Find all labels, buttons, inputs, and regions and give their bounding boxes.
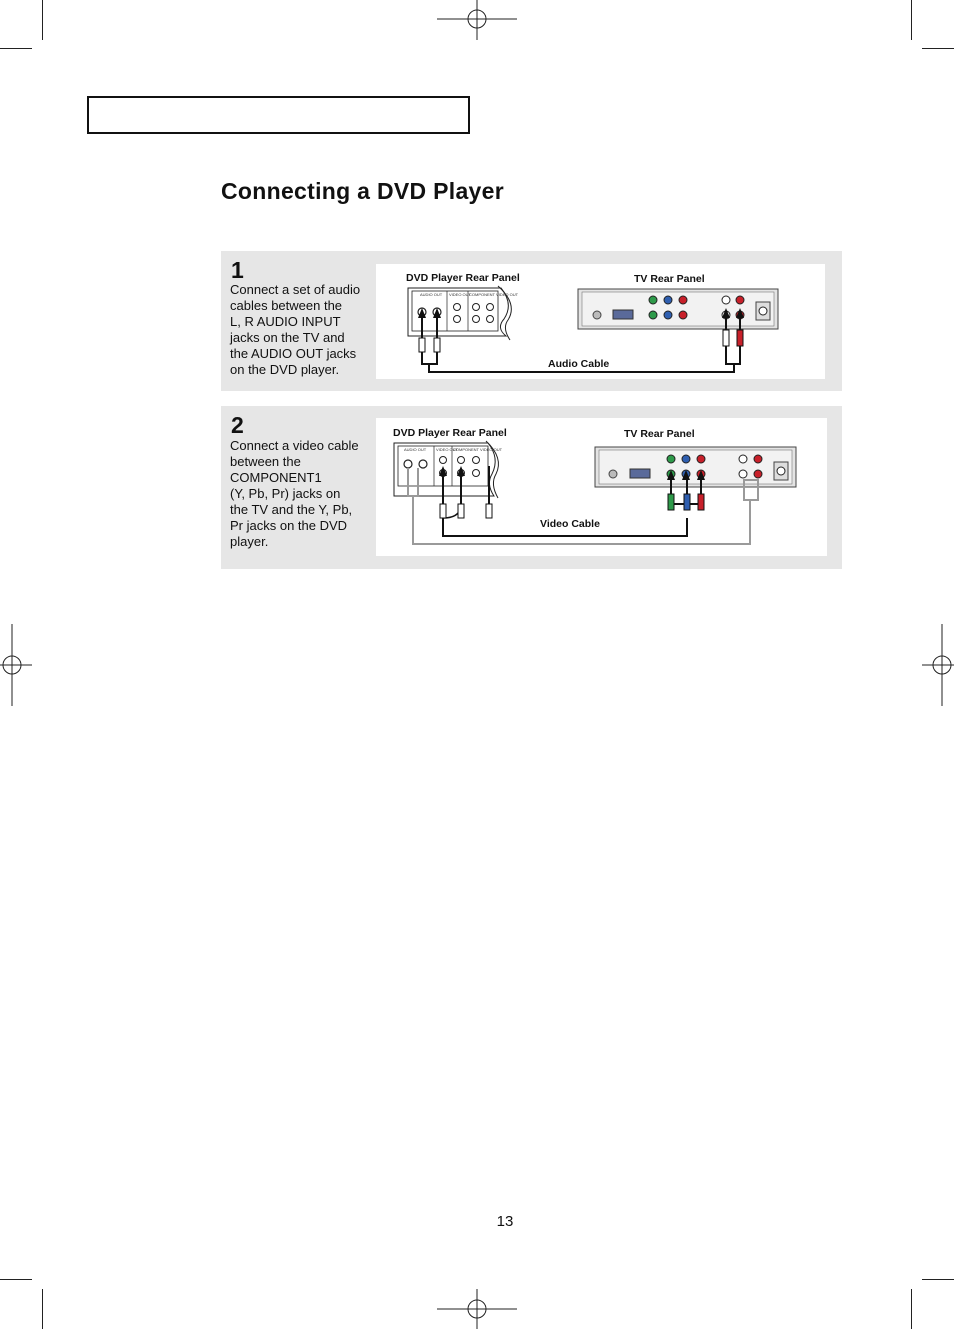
step-2-panel bbox=[221, 406, 842, 569]
registration-mark bbox=[0, 624, 32, 706]
dvd-rear-panel bbox=[394, 441, 503, 498]
dvd-port-label: COMPONENT VIDEO OUT bbox=[469, 292, 519, 297]
page-number: 13 bbox=[496, 1213, 514, 1230]
dvd-rear-panel bbox=[408, 286, 519, 340]
crop-mark bbox=[0, 48, 32, 49]
crop-mark bbox=[922, 1279, 954, 1280]
crop-mark bbox=[42, 0, 43, 40]
tv-rear-panel bbox=[578, 289, 778, 329]
step-1-panel bbox=[221, 251, 842, 391]
registration-mark bbox=[922, 624, 954, 706]
cable-label: Video Cable bbox=[540, 518, 600, 530]
dvd-port-label: VIDEO OUT bbox=[436, 447, 459, 452]
step-instructions: Connect a set of audio cables between the L, R AUDIO INPUT jacks on the TV and the AUDIO OUT jacks on the DVD player. bbox=[230, 282, 361, 377]
page-title: Connecting a DVD Player bbox=[221, 178, 504, 204]
dvd-panel-label: DVD Player Rear Panel bbox=[393, 427, 507, 439]
step-number: 1 bbox=[231, 257, 244, 283]
crop-mark bbox=[911, 0, 912, 40]
dvd-port-label: AUDIO OUT bbox=[404, 447, 427, 452]
dvd-port-label: AUDIO OUT bbox=[420, 292, 443, 297]
registration-mark bbox=[437, 1289, 517, 1329]
step-number: 2 bbox=[231, 412, 244, 438]
tv-panel-label: TV Rear Panel bbox=[634, 273, 705, 285]
tv-panel-label: TV Rear Panel bbox=[624, 428, 695, 440]
crop-mark bbox=[42, 1289, 43, 1329]
cable-label: Audio Cable bbox=[548, 358, 610, 370]
crop-mark bbox=[922, 48, 954, 49]
section-header-box bbox=[87, 96, 470, 134]
crop-mark bbox=[911, 1289, 912, 1329]
step-instructions: Connect a video cable between the COMPONENT1 (Y, Pb, Pr) jacks on the TV and the Y, Pb, Pr jacks on the DVD player. bbox=[230, 438, 359, 549]
crop-mark bbox=[0, 1279, 32, 1280]
dvd-port-label: COMPONENT VIDEO OUT bbox=[453, 447, 503, 452]
dvd-port-label: VIDEO OUT bbox=[449, 292, 472, 297]
registration-mark bbox=[437, 0, 517, 40]
audio-connection-diagram bbox=[376, 264, 825, 379]
tv-rear-panel bbox=[595, 447, 796, 487]
video-connection-diagram bbox=[376, 418, 827, 556]
dvd-panel-label: DVD Player Rear Panel bbox=[406, 272, 520, 284]
